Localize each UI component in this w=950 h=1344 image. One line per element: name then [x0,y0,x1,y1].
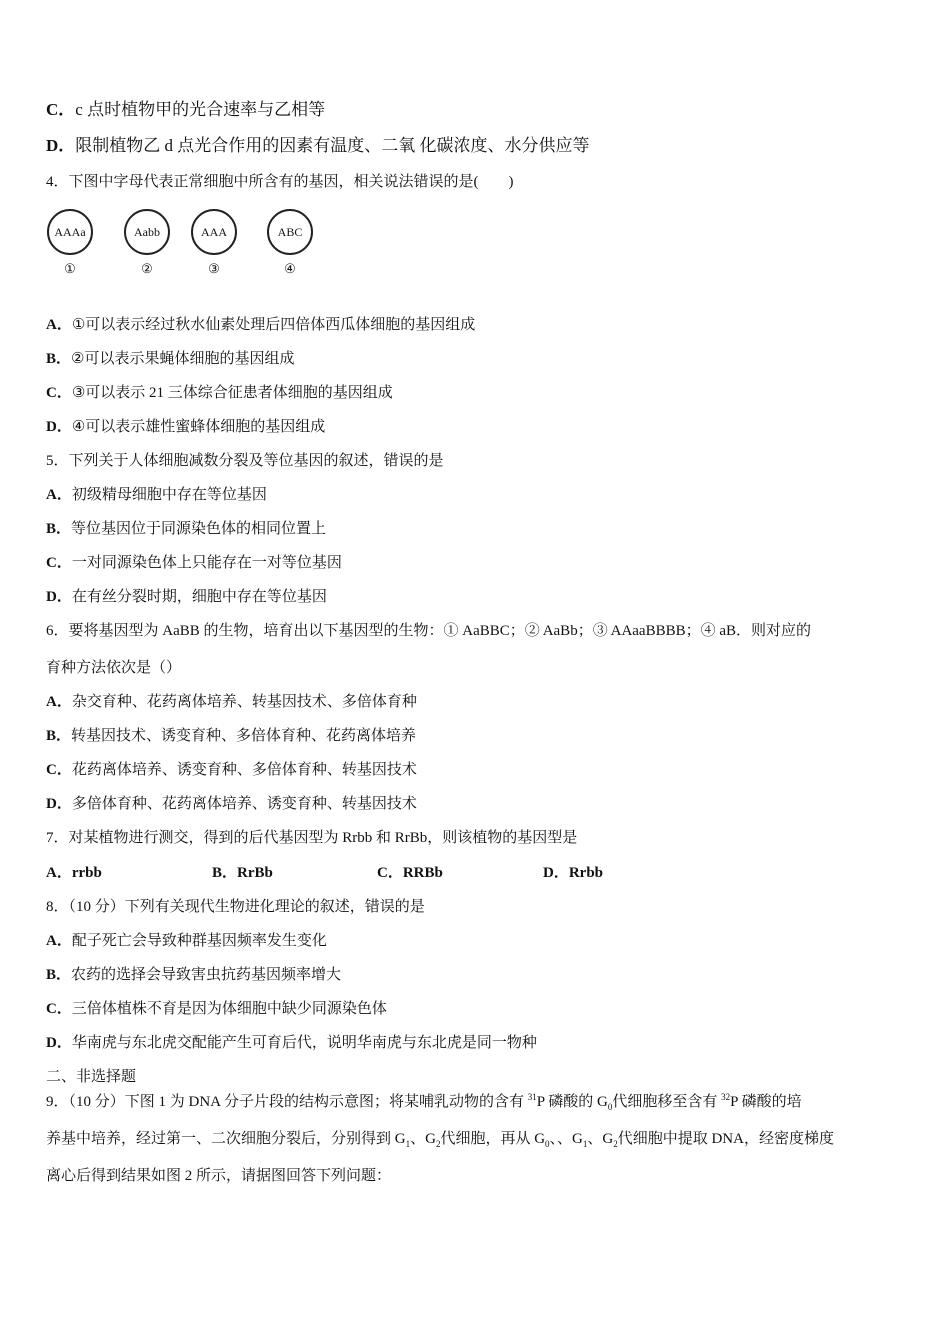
option-text: 华南虎与东北虎交配能产生可育后代，说明华南虎与东北虎是同一物种 [71,1035,537,1051]
option-label: B． [46,521,72,537]
q6-option-d [46,794,417,814]
q7-stem [46,828,577,848]
q9-text: 、G [410,1131,436,1147]
question-text: 下列关于人体细胞减数分裂及等位基因的叙述，错误的是 [68,453,444,469]
option-text: 在有丝分裂时期，细胞中存在等位基因 [71,589,327,605]
question-score: （10 分） [68,1094,125,1110]
option-label: C． [46,1001,72,1017]
q5-option-c [46,553,342,573]
option-label: C． [46,100,76,119]
cell-mark-3: ③ [208,261,220,276]
option-text: 杂交育种、花药离体培养、转基因技术、多倍体育种 [71,694,417,710]
cell-circle-1: AAAa [47,209,93,255]
option-text: Rrbb [568,865,604,881]
q7-option-d [543,863,603,883]
option-label: D． [46,589,72,605]
q8-option-d [46,1033,537,1053]
option-text: 一对同源染色体上只能存在一对等位基因 [71,555,342,571]
cell-mark-1: ① [64,261,76,276]
q5-option-a [46,485,267,505]
option-label: A． [46,933,72,949]
option-label: B． [212,865,238,881]
option-text: 多倍体育种、花药离体培养、诱变育种、转基因技术 [71,796,417,812]
q9-sub: 1 [582,1139,588,1149]
question-score: （10 分） [68,899,125,915]
question-text: 下列有关现代生物进化理论的叙述，错误的是 [124,899,425,915]
cell-circle-2: Aabb [124,209,170,255]
question-text: 要将基因型为 AaBB 的生物，培育出以下基因型的生物：① AaBBC；② AaBb；③ AAaaBBBB；④ aB．则对应的 [68,623,812,639]
option-label: B． [46,728,72,744]
option-text: ②可以表示果蝇体细胞的基因组成 [71,351,295,367]
q3-option-d [46,136,590,156]
q8-stem [46,897,425,917]
option-text: 配子死亡会导致种群基因频率发生变化 [71,933,327,949]
q7-option-c [377,863,443,883]
option-text: 三倍体植株不育是因为体细胞中缺少同源染色体 [71,1001,387,1017]
option-label: D． [46,136,76,155]
q9-text: P 磷酸的 G [536,1094,608,1110]
q8-option-b [46,965,341,985]
question-number: 8． [46,899,69,915]
option-label: A． [46,694,72,710]
option-text: ③可以表示 21 三体综合征患者体细胞的基因组成 [71,385,393,401]
question-text: 育种方法依次是（） [46,660,182,676]
q9-sub: 2 [435,1139,441,1149]
q9-sup: 32 [721,1092,731,1102]
option-label: A． [46,317,72,333]
option-text: RRBb [402,865,443,881]
option-text: c 点时植物甲的光合速率与乙相等 [75,100,326,119]
question-text: 对某植物进行测交，得到的后代基因型为 Rrbb 和 RrBb，则该植物的基因型是 [68,830,578,846]
q7-options-row [46,863,646,883]
q9-sub: 0 [545,1139,550,1149]
option-label: D． [46,1035,72,1051]
q9-text: P 磷酸的培 [730,1094,802,1110]
option-label: C． [377,865,403,881]
question-number: 7． [46,830,69,846]
q4-option-c [46,383,393,403]
option-label: C． [46,555,72,571]
q9-line2 [46,1129,834,1149]
option-label: A． [46,865,72,881]
option-label: B． [46,351,72,367]
q9-sup: 31 [527,1092,537,1102]
question-text: 下图中字母代表正常细胞中所含有的基因，相关说法错误的是( ) [68,174,514,190]
option-text: ④可以表示雄性蜜蜂体细胞的基因组成 [71,419,326,435]
q4-option-b [46,349,294,369]
question-number: 5． [46,453,69,469]
option-text: RrBb [237,865,273,881]
q8-option-a [46,931,327,951]
cell-mark-4: ④ [284,261,296,276]
option-label: C． [46,762,72,778]
option-text: rrbb [71,865,102,881]
option-text: 等位基因位于同源染色体的相同位置上 [71,521,327,537]
q5-stem [46,451,444,471]
option-label: A． [46,487,72,503]
cell-circle-3: AAA [191,209,237,255]
q9-text: 养基中培养，经过第一、二次细胞分裂后，分别得到 G [46,1131,406,1147]
q9-sub: 0 [607,1102,613,1112]
q6-option-b [46,726,416,746]
q6-option-c [46,760,417,780]
q4-stem [46,172,514,192]
q5-option-b [46,519,326,539]
q6-option-a [46,692,417,712]
option-label: D． [46,796,72,812]
q6-stem-line1 [46,621,811,641]
option-text: 转基因技术、诱变育种、多倍体育种、花药离体培养 [71,728,417,744]
q9-text: 下图 1 为 DNA 分子片段的结构示意图；将某哺乳动物的含有 [124,1094,528,1110]
q9-line3: 离心后得到结果如图 2 所示，请据图回答下列问题： [46,1168,392,1184]
q4-option-a [46,315,475,335]
option-label: D． [543,865,569,881]
q5-option-d [46,587,327,607]
cell-circle-4: ABC [267,209,313,255]
q9-text: 代细胞移至含有 [612,1094,722,1110]
option-text: 初级精母细胞中存在等位基因 [71,487,267,503]
option-label: D． [46,419,72,435]
q9-text: 代细胞中提取 DNA，经密度梯度 [617,1131,834,1147]
q8-option-c [46,999,387,1019]
question-number: 6． [46,623,69,639]
option-text: 农药的选择会导致害虫抗药基因频率增大 [71,967,342,983]
option-text: 限制植物乙 d 点光合作用的因素有温度、二氧 化碳浓度、水分供应等 [75,136,590,155]
q7-option-a [46,863,102,883]
cell-mark-2: ② [141,261,153,276]
option-text: ①可以表示经过秋水仙素处理后四倍体西瓜体细胞的基因组成 [71,317,476,333]
q6-stem-line2 [46,658,181,678]
option-text: 花药离体培养、诱变育种、多倍体育种、转基因技术 [71,762,417,778]
q9-text: 、G [587,1131,614,1147]
question-number: 4． [46,174,69,190]
section-heading: 二、非选择题 [46,1069,137,1085]
option-label: B． [46,967,72,983]
q9-sub: 1 [405,1139,411,1149]
q7-option-b [212,863,273,883]
q9-sub: 2 [613,1139,618,1149]
q3-option-c [46,100,325,120]
q9-text: 代细胞，再从 G [440,1131,546,1147]
q9-line1 [46,1092,802,1112]
option-label: C． [46,385,72,401]
question-number: 9． [46,1094,69,1110]
q4-option-d [46,417,325,437]
q9-text: 、、G [549,1131,583,1147]
